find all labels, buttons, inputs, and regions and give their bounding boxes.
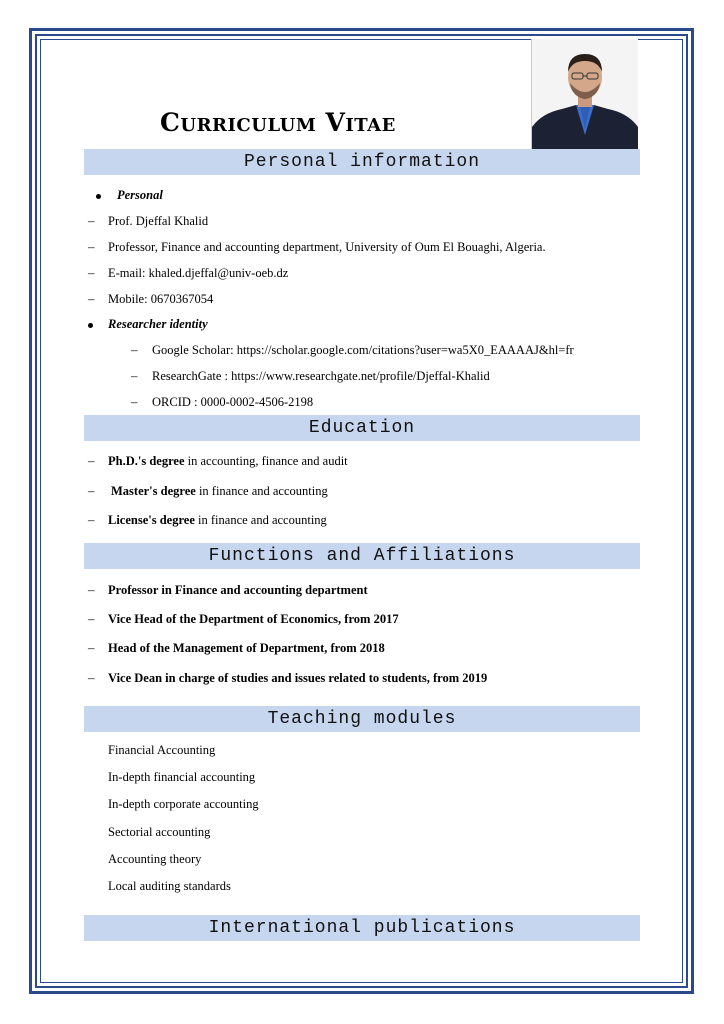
researcher-heading: Researcher identity	[108, 317, 208, 331]
function-item: Vice Dean in charge of studies and issues related to students, from 2019	[108, 671, 488, 685]
orcid-text: ORCID : 0000-0002-4506-2198	[152, 395, 314, 409]
dash: –	[88, 640, 95, 655]
bullet	[96, 194, 101, 199]
name-text: Prof. Djeffal Khalid	[108, 214, 209, 228]
researchgate-link[interactable]: ResearchGate : https://www.researchgate.net/profile/Djeffal-Khalid	[152, 369, 490, 383]
page-border-inner	[40, 39, 683, 983]
education-item	[111, 484, 328, 499]
dash: –	[88, 239, 95, 254]
function-item: Professor in Finance and accounting department	[108, 583, 368, 597]
mobile-text: Mobile: 0670367054	[108, 292, 214, 306]
section-teaching-modules: Teaching modules	[84, 706, 640, 732]
section-functions-affiliations: Functions and Affiliations	[84, 543, 640, 569]
education-field: in finance and accounting	[194, 513, 327, 527]
dash: –	[88, 512, 95, 527]
dash: –	[131, 394, 138, 409]
dash: –	[88, 582, 95, 597]
dash: –	[88, 213, 95, 228]
teaching-item: Sectorial accounting	[108, 825, 211, 839]
function-item: Head of the Management of Department, from 2018	[108, 641, 385, 655]
function-item: Vice Head of the Department of Economics, from 2017	[108, 612, 399, 626]
education-degree: Master's degree	[111, 484, 196, 498]
page-title: Curriculum Vitae	[160, 108, 396, 137]
section-international-publications: International publications	[84, 915, 640, 941]
email-text: E-mail: khaled.djeffal@univ-oeb.dz	[108, 266, 289, 280]
teaching-item: Local auditing standards	[108, 879, 231, 893]
section-education: Education	[84, 415, 640, 441]
bullet	[88, 323, 93, 328]
dash: –	[131, 368, 138, 383]
dash: –	[88, 670, 95, 685]
profile-photo	[531, 39, 638, 150]
education-field: in finance and accounting	[195, 484, 328, 498]
education-field: in accounting, finance and audit	[184, 454, 348, 468]
dash: –	[88, 453, 95, 468]
personal-heading: Personal	[117, 188, 163, 202]
dash: –	[88, 291, 95, 306]
education-item	[108, 513, 327, 528]
education-item	[108, 454, 348, 469]
teaching-item: In-depth financial accounting	[108, 770, 256, 784]
section-personal-information: Personal information	[84, 149, 640, 175]
dash: –	[88, 611, 95, 626]
dash: –	[88, 483, 95, 498]
dash: –	[131, 342, 138, 357]
education-degree: Ph.D.'s degree	[108, 454, 185, 468]
position-text: Professor, Finance and accounting department, University of Oum El Bouaghi, Algeria.	[108, 240, 546, 254]
teaching-item: Accounting theory	[108, 852, 202, 866]
teaching-item: Financial Accounting	[108, 743, 216, 757]
dash: –	[88, 265, 95, 280]
google-scholar-link[interactable]: Google Scholar: https://scholar.google.com/citations?user=wa5X0_EAAAAJ&hl=fr	[152, 343, 574, 357]
education-degree: License's degree	[108, 513, 195, 527]
teaching-item: In-depth corporate accounting	[108, 797, 259, 811]
